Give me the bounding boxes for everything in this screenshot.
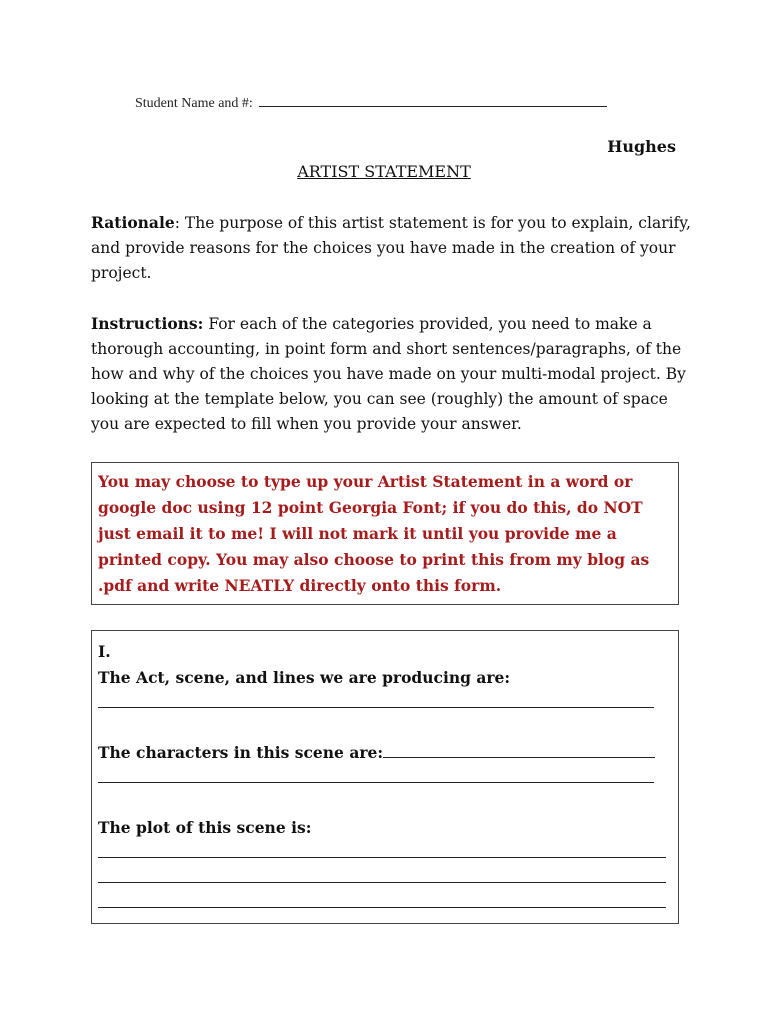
rationale-label: Rationale (91, 213, 175, 232)
question-characters: The characters in this scene are: (98, 743, 384, 762)
notice-text: You may choose to type up your Artist Statement in a word or google doc using 12 point Georgia Font; if you do this, do NOT just email it to me! I will not mark it until you provide me a printed copy. You may also choose to print this from my blog as .pdf and write NEATLY directly onto this form. (98, 472, 650, 595)
instructions-label: Instructions: (91, 314, 204, 333)
instructions-text: For each of the categories provided, you need to make a thorough accounting, in point form and short sentences/paragraphs, of the how and why of the choices you have made on your multi-modal project. By looking at the template below, you can see (roughly) the amount of space you are expected to fill when you provide your answer. (91, 315, 686, 433)
question-act-scene: The Act, scene, and lines we are producing are: (98, 668, 511, 687)
student-name-line[interactable] (259, 94, 607, 107)
student-name-field (135, 94, 607, 112)
notice-box (91, 462, 679, 605)
rationale-text: : The purpose of this artist statement is for you to explain, clarify, and provide reasons for the choices you have made in the creation of your project. (91, 214, 691, 282)
question-characters-row (98, 740, 672, 766)
question-plot: The plot of this scene is: (98, 818, 312, 837)
answer-line[interactable] (383, 741, 655, 758)
section-numeral: I. (98, 642, 111, 661)
student-name-label: Student Name and #: (135, 96, 253, 111)
answer-line[interactable] (98, 891, 666, 908)
answer-line[interactable] (98, 691, 654, 708)
answer-line[interactable] (98, 766, 654, 783)
answer-line[interactable] (98, 866, 666, 883)
rationale-paragraph (91, 210, 691, 286)
instructions-paragraph (91, 311, 691, 437)
section-1-box (91, 630, 679, 924)
document-title: ARTIST STATEMENT (297, 162, 471, 181)
teacher-name: Hughes (607, 137, 676, 156)
answer-line[interactable] (98, 841, 666, 858)
